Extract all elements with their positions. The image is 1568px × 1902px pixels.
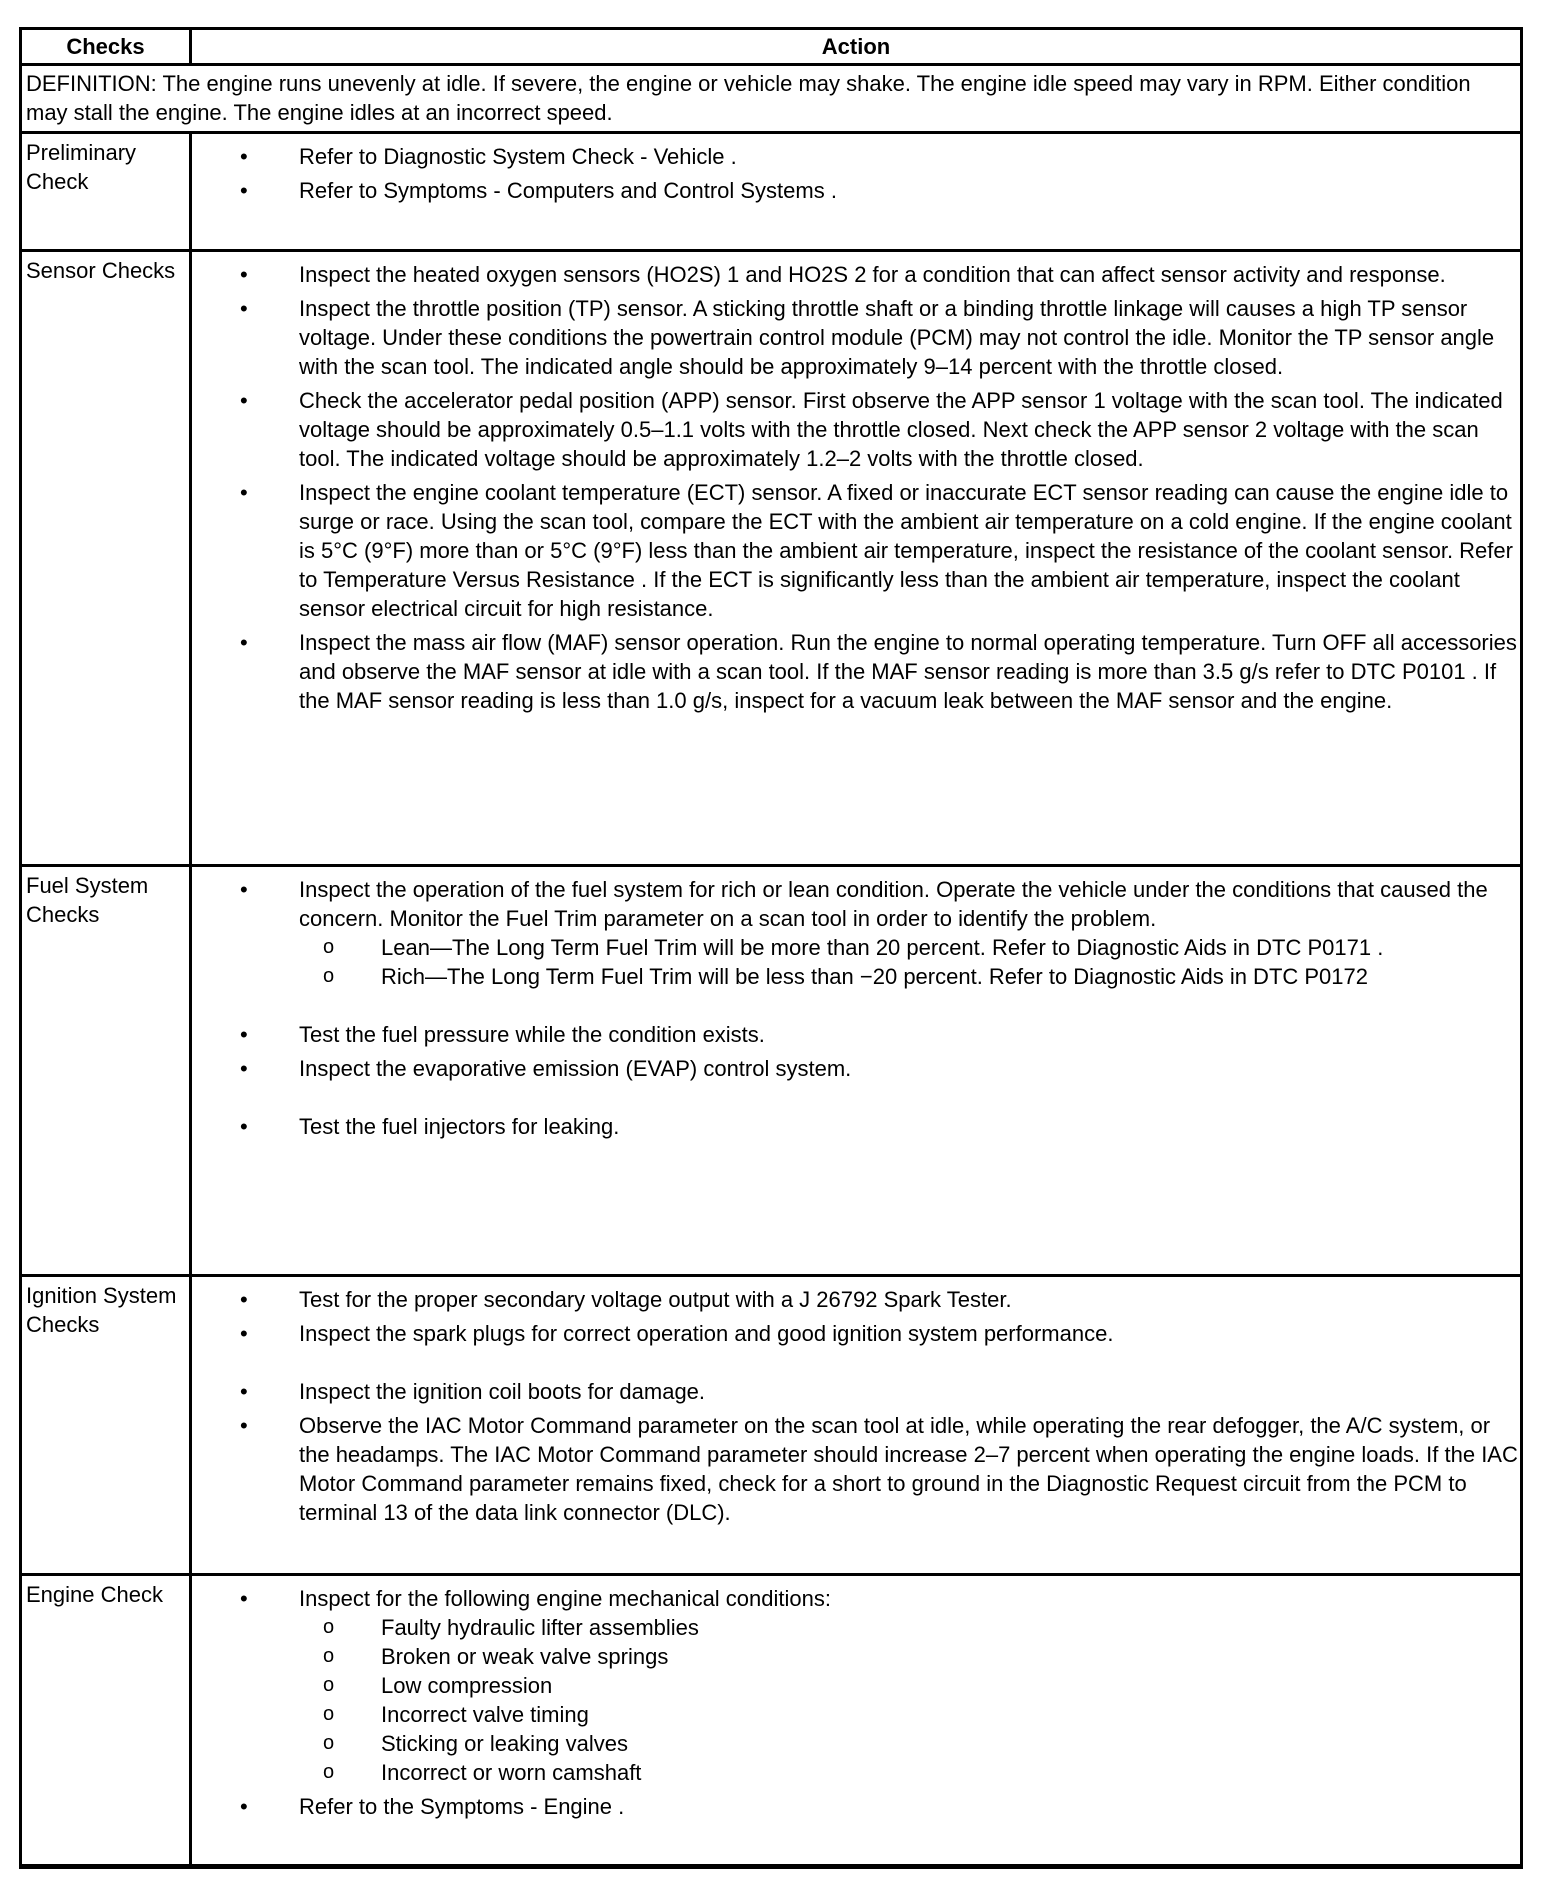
checks-header: Checks bbox=[21, 29, 191, 65]
item-text: Rich—The Long Term Fuel Trim will be less than −20 percent. Refer to Diagnostic Aids in DTC P0172 bbox=[381, 964, 1368, 989]
bullet-icon: • bbox=[240, 178, 248, 203]
item-text: Inspect the throttle position (TP) sensor. A sticking throttle shaft or a binding throttle linkage will causes a high TP sensor voltage. Under these conditions the powertrain control module (PCM) may not control the idle. Monitor the TP sensor angle with the scan tool. The indicated angle should be approximately 9–14 percent with the throttle closed. bbox=[299, 296, 1495, 379]
circle-bullet-icon: o bbox=[323, 1703, 335, 1725]
circle-bullet-icon: o bbox=[323, 1616, 335, 1638]
item-text: Test for the proper secondary voltage output with a J 26792 Spark Tester. bbox=[299, 1287, 1012, 1312]
item-text: Check the accelerator pedal position (APP) sensor. First observe the APP sensor 1 voltage with the scan tool. The indicated voltage should be approximately 0.5–1.1 volts with the throttle closed. Next check the APP sensor 2 voltage with the scan tool. The indicated voltage should be approximately 1.2–2 volts with the throttle closed. bbox=[299, 388, 1503, 471]
sub-list-item bbox=[274, 1671, 1520, 1700]
action-cell bbox=[191, 251, 1522, 866]
circle-bullet-icon: o bbox=[323, 965, 335, 987]
list-item bbox=[192, 1792, 1520, 1821]
bullet-icon: • bbox=[240, 1413, 248, 1438]
list-item bbox=[192, 386, 1520, 473]
item-text: Observe the IAC Motor Command parameter on the scan tool at idle, while operating the rear defogger, the A/C system, or the headamps. The IAC Motor Command parameter should increase 2–7 percent when operating the engine loads. If the IAC Motor Command parameter remains fixed, check for a short to ground in the Diagnostic Request circuit from the PCM to terminal 13 of the data link connector (DLC). bbox=[299, 1413, 1518, 1525]
sub-list-item bbox=[274, 1613, 1520, 1642]
bullet-icon: • bbox=[240, 1586, 248, 1611]
sub-list bbox=[274, 933, 1520, 991]
action-cell bbox=[191, 133, 1522, 251]
list-item bbox=[192, 1377, 1520, 1406]
item-text: Refer to Diagnostic System Check - Vehicle . bbox=[299, 144, 737, 169]
definition-text: DEFINITION: The engine runs unevenly at idle. If severe, the engine or vehicle may shake. The engine idle speed may vary in RPM. Either condition may stall the engine. The engine idles at an incorrect speed. bbox=[21, 65, 1522, 133]
sub-list-item bbox=[274, 1758, 1520, 1787]
table-row-engine bbox=[21, 1575, 1522, 1867]
item-text: Low compression bbox=[381, 1673, 553, 1698]
item-text: Incorrect or worn camshaft bbox=[381, 1760, 642, 1785]
bullet-icon: • bbox=[240, 630, 248, 655]
bullet-icon: • bbox=[240, 877, 248, 902]
list-item bbox=[192, 628, 1520, 715]
table-row-fuel bbox=[21, 866, 1522, 1276]
list-item bbox=[192, 1584, 1520, 1787]
list-item bbox=[192, 1319, 1520, 1348]
table-row-sensor bbox=[21, 251, 1522, 866]
circle-bullet-icon: o bbox=[323, 936, 335, 958]
item-text: Inspect the operation of the fuel system for rich or lean condition. Operate the vehicle under the conditions that caused the concern. Monitor the Fuel Trim parameter on a scan tool in order to identify the problem. bbox=[299, 877, 1488, 931]
item-text: Inspect the evaporative emission (EVAP) control system. bbox=[299, 1056, 852, 1081]
list-item bbox=[192, 478, 1520, 623]
item-text: Inspect the engine coolant temperature (ECT) sensor. A fixed or inaccurate ECT sensor reading can cause the engine idle to surge or race. Using the scan tool, compare the ECT with the ambient air temperature on a cold engine. If the engine coolant is 5°C (9°F) more than or 5°C (9°F) less than the ambient air temperature, inspect the resistance of the coolant sensor. Refer to Temperature Versus Resistance . If the ECT is significantly less than the ambient air temperature, inspect the coolant sensor electrical circuit for high resistance. bbox=[299, 480, 1513, 621]
item-text: Refer to Symptoms - Computers and Control Systems . bbox=[299, 178, 837, 203]
table-row-ignition bbox=[21, 1276, 1522, 1575]
item-text: Inspect for the following engine mechanical conditions: bbox=[299, 1586, 831, 1611]
bullet-icon: • bbox=[240, 388, 248, 413]
sub-list bbox=[274, 1613, 1520, 1787]
list-item bbox=[192, 1112, 1520, 1141]
list-item bbox=[192, 1285, 1520, 1314]
item-text: Inspect the heated oxygen sensors (HO2S) 1 and HO2S 2 for a condition that can affect sensor activity and response. bbox=[299, 262, 1446, 287]
list-item bbox=[192, 1054, 1520, 1083]
sub-list-item bbox=[274, 933, 1520, 962]
item-text: Sticking or leaking valves bbox=[381, 1731, 629, 1756]
list-item bbox=[192, 142, 1520, 171]
item-text: Refer to the Symptoms - Engine . bbox=[299, 1794, 625, 1819]
circle-bullet-icon: o bbox=[323, 1761, 335, 1783]
item-text: Test the fuel pressure while the condition exists. bbox=[299, 1022, 765, 1047]
item-text: Inspect the mass air flow (MAF) sensor operation. Run the engine to normal operating temperature. Turn OFF all accessories and observe the MAF sensor at idle with a scan tool. If the MAF sensor reading is more than 3.5 g/s refer to DTC P0101 . If the MAF sensor reading is less than 1.0 g/s, inspect for a vacuum leak between the MAF sensor and the engine. bbox=[299, 630, 1517, 713]
bullet-icon: • bbox=[240, 480, 248, 505]
circle-bullet-icon: o bbox=[323, 1674, 335, 1696]
bullet-icon: • bbox=[240, 1056, 248, 1081]
check-label: Sensor Checks bbox=[21, 251, 191, 866]
list-item bbox=[192, 1411, 1520, 1527]
sub-list-item bbox=[274, 1700, 1520, 1729]
list-item bbox=[192, 875, 1520, 991]
check-label: Preliminary Check bbox=[21, 133, 191, 251]
bullet-icon: • bbox=[240, 1114, 248, 1139]
action-header: Action bbox=[191, 29, 1522, 65]
bullet-icon: • bbox=[240, 1379, 248, 1404]
item-text: Broken or weak valve springs bbox=[381, 1644, 669, 1669]
diagnostic-table bbox=[19, 27, 1523, 1869]
list-item bbox=[192, 1020, 1520, 1049]
bullet-icon: • bbox=[240, 1287, 248, 1312]
sub-list-item bbox=[274, 1642, 1520, 1671]
sub-list-item bbox=[274, 962, 1520, 991]
list-item bbox=[192, 260, 1520, 289]
item-text: Test the fuel injectors for leaking. bbox=[299, 1114, 620, 1139]
check-label: Engine Check bbox=[21, 1575, 191, 1867]
list-item bbox=[192, 176, 1520, 205]
sub-list-item bbox=[274, 1729, 1520, 1758]
check-label: Ignition System Checks bbox=[21, 1276, 191, 1575]
bullet-icon: • bbox=[240, 262, 248, 287]
item-text: Inspect the ignition coil boots for damage. bbox=[299, 1379, 706, 1404]
action-cell bbox=[191, 866, 1522, 1276]
bullet-icon: • bbox=[240, 144, 248, 169]
circle-bullet-icon: o bbox=[323, 1732, 335, 1754]
definition-row bbox=[21, 65, 1522, 133]
action-cell bbox=[191, 1276, 1522, 1575]
bullet-icon: • bbox=[240, 1794, 248, 1819]
item-text: Incorrect valve timing bbox=[381, 1702, 589, 1727]
table-row-preliminary bbox=[21, 133, 1522, 251]
item-text: Faulty hydraulic lifter assemblies bbox=[381, 1615, 699, 1640]
item-text: Inspect the spark plugs for correct operation and good ignition system performance. bbox=[299, 1321, 1114, 1346]
bullet-icon: • bbox=[240, 296, 248, 321]
check-label: Fuel System Checks bbox=[21, 866, 191, 1276]
action-cell bbox=[191, 1575, 1522, 1867]
header-row bbox=[21, 29, 1522, 65]
list-item bbox=[192, 294, 1520, 381]
bullet-icon: • bbox=[240, 1022, 248, 1047]
bullet-icon: • bbox=[240, 1321, 248, 1346]
item-text: Lean—The Long Term Fuel Trim will be more than 20 percent. Refer to Diagnostic Aids in DTC P0171 . bbox=[381, 935, 1384, 960]
circle-bullet-icon: o bbox=[323, 1645, 335, 1667]
